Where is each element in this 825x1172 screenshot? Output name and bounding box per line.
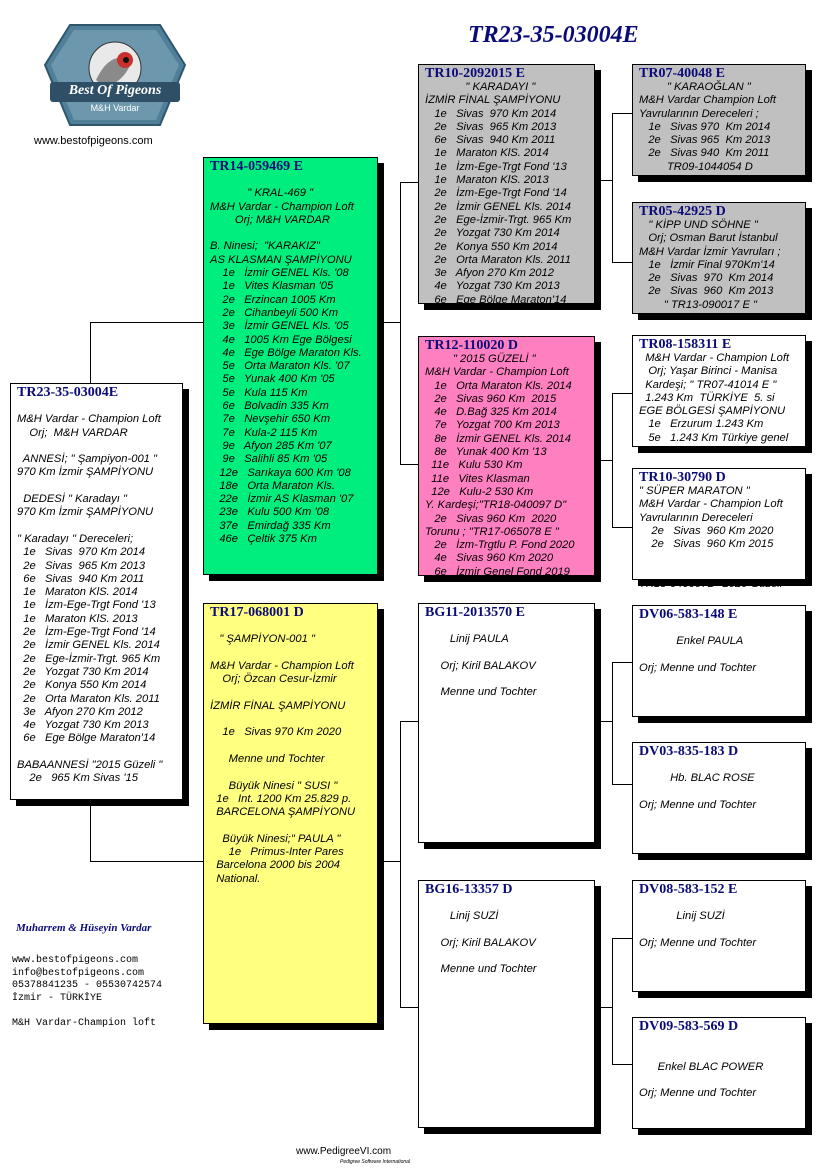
detail-line: 4e Ege Bölge Maraton Kls. (210, 346, 362, 359)
logo-subtext: M&H Vardar (90, 103, 140, 113)
sire-box (203, 157, 378, 575)
connector (612, 393, 632, 394)
detail-line (639, 649, 805, 662)
detail-line: 3e Afyon 270 Km 2012 (425, 267, 554, 280)
connector (595, 180, 612, 181)
connector (612, 938, 632, 939)
detail-line: 2e Ege-İzmir-Trgt. 965 Km (425, 213, 572, 226)
detail-line (425, 897, 594, 910)
detail-line: 970 Km İzmir ŞAMPİYONU (17, 506, 154, 519)
owner-contact-line: M&H Vardar-Champion loft (12, 1017, 157, 1029)
detail-line: 2e İzm-Ege-Trgt Fond '14 (17, 626, 156, 639)
detail-line: 12e Sarıkaya 600 Km '08 (210, 466, 351, 479)
ring-number: TR14-059469 E (210, 159, 303, 174)
detail-line: Orj; Menne und Tochter (639, 798, 757, 811)
detail-line: 7e Kula-2 115 Km (210, 426, 318, 439)
detail-line: " TR13-090017 E " (639, 298, 758, 311)
ring-number: BG16-13357 D (425, 882, 513, 897)
detail-line: 2e Sivas 965 Km 2013 (17, 559, 146, 572)
detail-line: 12e Kulu-2 530 Km (425, 485, 534, 498)
detail-line: 1e İzmir Final 970Km'14 (639, 258, 775, 271)
detail-line (639, 565, 805, 578)
connector (400, 182, 418, 183)
footer-tagline: Pedigree Software International (340, 1159, 411, 1165)
detail-line (639, 786, 805, 799)
ring-number: TR08-158311 E (639, 337, 732, 352)
detail-line: 1e Maraton KlS. 2013 (17, 612, 138, 625)
pigeon-details (633, 759, 805, 812)
detail-line: " ŞAMPİYON-001 " (210, 633, 315, 646)
detail-line: 7e Nevşehir 650 Km (210, 413, 331, 426)
connector (612, 1064, 632, 1065)
detail-line: " SÜPER MARATON " (639, 485, 750, 497)
detail-line: Barcelona 2000 bis 2004 (210, 859, 340, 872)
detail-line: 1e Erzurum 1.243 Km (639, 418, 764, 431)
detail-line: İZMİR FİNAL ŞAMPİYONU (425, 94, 561, 107)
ring-number: TR10-30790 D (639, 470, 726, 485)
detail-line: 2e Sivas 970 Km 2014 (639, 272, 774, 285)
owner-contact-line: İzmir - TÜRKİYE (12, 992, 103, 1004)
detail-line: Y. Kardeşi;"TR18-040097 D" (425, 499, 567, 512)
sire-dam-box (418, 336, 595, 576)
connector (595, 1007, 612, 1008)
detail-line: TR18-040097D "2020 Güzeli" (639, 578, 787, 591)
ring-number: TR23-35-03004E (17, 385, 119, 400)
detail-line: Büyük Ninesi;" PAULA " (210, 832, 341, 845)
owner-contact-line: www.bestofpigeons.com (12, 955, 139, 966)
detail-line: Orj; M&H VARDAR (17, 426, 128, 439)
connector (612, 262, 632, 263)
pigeon-details (204, 174, 377, 546)
detail-line: 6e İzmir Genel Fond 2019 (425, 565, 570, 578)
detail-line: 1e Maraton KlS. 2013 (425, 174, 549, 187)
detail-line (210, 620, 377, 633)
pedigree-title: TR23-35-03004E (468, 22, 639, 48)
detail-line (17, 440, 182, 453)
detail-line: Orj; Yaşar Birinci - Manisa (639, 365, 778, 378)
detail-line: 2e Orta Maraton Kls. 2011 (425, 253, 571, 266)
detail-line: 2e Sivas 960 Km 2015 (639, 538, 774, 551)
detail-line (210, 713, 377, 726)
detail-line: 6e Bolvadin 335 Km (210, 400, 329, 413)
ring-number: DV08-583-152 E (639, 882, 738, 897)
detail-line: 4e Yozgat 730 Km 2013 (17, 719, 149, 732)
connector (612, 527, 632, 528)
detail-line (639, 1047, 805, 1060)
detail-line: " 2015 GÜZELİ " (425, 353, 536, 365)
connector (400, 464, 418, 465)
detail-line: B. Ninesi; "KARAKIZ" (210, 240, 320, 253)
detail-line: " KRAL-469 " (210, 187, 314, 200)
detail-line: " KİPP UND SÖHNE " (639, 219, 758, 231)
detail-line: 11e Kulu 530 Km (425, 459, 523, 472)
connector (90, 861, 203, 862)
logo-text: Best Of Pigeons (68, 83, 162, 98)
connector (595, 721, 612, 722)
detail-line: 3e Afyon 270 Km 2012 (17, 705, 143, 718)
pigeon-details (633, 352, 805, 445)
detail-line: 2e Sivas 960 Km 2013 (639, 285, 774, 298)
connector (378, 861, 400, 862)
subject-pigeon-box (10, 383, 183, 800)
pigeon-details (419, 620, 594, 700)
pigeon-details (633, 897, 805, 950)
detail-line: Menne und Tochter (210, 752, 325, 765)
detail-line: Yavrularının Dereceleri ; (639, 107, 759, 120)
owner-name: Muharrem & Hüseyin Vardar (16, 922, 152, 934)
detail-line: 2e Erzincan 1005 Km (210, 293, 336, 306)
pigeon-details (419, 897, 594, 977)
detail-line: " KARADAYI " (425, 81, 536, 93)
ring-number: TR10-2092015 E (425, 66, 525, 81)
detail-line: 4e Yozgat 730 Km 2013 (425, 280, 560, 293)
detail-line (425, 647, 594, 660)
detail-line: DEDESİ " Karadayı " (17, 493, 127, 506)
connector (378, 322, 400, 323)
detail-line (210, 819, 377, 832)
detail-line: 22e İzmir AS Klasman '07 (210, 493, 354, 506)
detail-line: 6e Ege Bölge Maraton'14 (17, 732, 156, 745)
detail-line: M&H Vardar - Champion Loft (210, 200, 354, 213)
detail-line (210, 686, 377, 699)
detail-line: 23e Kulu 500 Km '08 (210, 506, 330, 519)
detail-line: 2e İzmir GENEL Kls. 2014 (425, 200, 571, 213)
detail-line: 1e Sivas 970 Km 2014 (425, 107, 557, 120)
detail-line: Kardeşi; " TR07-41014 E " (639, 378, 777, 391)
detail-line: 3e İzmir GENEL Kls. '05 (210, 320, 349, 333)
detail-line: M&H Vardar - Champion Loft (425, 366, 569, 379)
detail-line: M&H Vardar - Champion Loft (210, 659, 354, 672)
connector (90, 322, 203, 323)
detail-line (17, 480, 182, 493)
detail-line: Enkel PAULA (639, 635, 744, 648)
connector (612, 113, 632, 114)
detail-line: 2e Sivas 940 Km 2011 (639, 147, 770, 160)
detail-line: Büyük Ninesi " SUSI " (210, 779, 338, 792)
detail-line: 1e Int. 1200 Km 25.829 p. (210, 792, 352, 805)
connector (612, 113, 613, 262)
detail-line: Orj; Özcan Cesur-İzmir (210, 673, 337, 686)
sire-sire-box (418, 64, 595, 304)
detail-line: 8e Yunak 400 Km '13 (425, 446, 547, 459)
detail-line: Menne und Tochter (425, 963, 537, 976)
sire-sire-dam-box (632, 202, 806, 314)
detail-line: 6e Sivas 940 Km 2011 (425, 134, 556, 147)
detail-line: Orj; Menne und Tochter (639, 936, 757, 949)
pigeon-details (633, 219, 805, 312)
detail-line (425, 673, 594, 686)
dam-sire-box (418, 603, 595, 843)
connector (595, 460, 612, 461)
detail-line: 4e D.Bağ 325 Km 2014 (425, 406, 557, 419)
detail-line: Torunu ; "TR17-065078 E " (425, 525, 559, 538)
dam-dam-sire-box (632, 880, 806, 992)
detail-line (639, 1034, 805, 1047)
connector (612, 662, 613, 784)
detail-line: M&H Vardar İzmir Yavruları ; (639, 245, 781, 258)
detail-line: 5e Kula 115 Km (210, 386, 308, 399)
dam-dam-dam-box (632, 1017, 806, 1129)
connector (612, 393, 613, 527)
pigeon-details (11, 400, 182, 786)
owner-contact-line: 05378841235 - 05530742574 (12, 980, 163, 991)
detail-line: 7e Yozgat 700 Km 2013 (425, 419, 560, 432)
detail-line (425, 924, 594, 937)
detail-line: 2e Sivas 960 Km 2020 (639, 524, 774, 537)
ring-number: DV06-583-148 E (639, 607, 738, 622)
owner-contact (12, 955, 162, 1030)
connector (612, 938, 613, 1064)
detail-line (639, 897, 805, 910)
detail-line: 5e Yunak 400 Km '05 (210, 373, 335, 386)
detail-line (210, 174, 377, 187)
detail-line (210, 766, 377, 779)
detail-line: 2e İzm-Trgtlu P. Fond 2020 (425, 539, 575, 552)
pigeon-details (633, 81, 805, 174)
detail-line: AS KLASMAN ŞAMPİYONU (210, 253, 352, 266)
detail-line (639, 551, 805, 564)
detail-line (639, 622, 805, 635)
sire-sire-sire-box (632, 64, 806, 176)
detail-line: 2e Konya 550 Km 2014 (17, 679, 147, 692)
detail-line: 11e Vites Klasman (425, 472, 530, 485)
detail-line: M&H Vardar - Champion Loft (639, 352, 790, 364)
owner-contact-line: info@bestofpigeons.com (12, 967, 145, 979)
detail-line: Linij SUZİ (639, 910, 725, 923)
detail-line: 2e Cihanbeyli 500 Km (210, 306, 339, 319)
detail-line (210, 647, 377, 660)
detail-line: Orj; Kiril BALAKOV (425, 936, 536, 949)
detail-line: 1.243 Km TÜRKİYE 5. si (639, 391, 775, 404)
detail-line (639, 1074, 805, 1087)
detail-line: Orj; M&H VARDAR (210, 213, 330, 226)
dam-dam-box (418, 880, 595, 1128)
detail-line: 1e Maraton KlS. 2014 (425, 147, 549, 160)
detail-line: 1e İzm-Ege-Trgt Fond '13 (17, 599, 156, 612)
detail-line: BABAANNESİ "2015 Güzeli " (17, 759, 163, 772)
ring-number: TR05-42925 D (639, 204, 726, 219)
sire-dam-dam-box (632, 468, 806, 591)
detail-line: 8e İzmir GENEL Kls. 2014 (425, 432, 571, 445)
detail-line: Menne und Tochter (425, 686, 537, 699)
pigeon-details (204, 620, 377, 886)
detail-line: 1e Sivas 970 Km 2014 (639, 120, 771, 133)
dam-box (203, 603, 378, 1024)
ring-number: DV09-583-569 D (639, 1019, 739, 1034)
detail-line: 9e Salihli 85 Km '05 (210, 453, 328, 466)
detail-line (17, 746, 182, 759)
connector (612, 784, 632, 785)
detail-line: Linij PAULA (425, 633, 509, 646)
detail-line: 1e İzmir GENEL Kls. '08 (210, 267, 349, 280)
detail-line: 1e Vites Klasman '05 (210, 280, 334, 293)
pigeon-logo-icon (40, 20, 190, 130)
detail-line (210, 740, 377, 753)
detail-line (210, 227, 377, 240)
detail-line: 1e Maraton KlS. 2014 (17, 586, 138, 599)
detail-line: 1e Primus-Inter Pares (210, 846, 344, 859)
connector (400, 721, 401, 1007)
detail-line: TR09-1044054 D (639, 160, 753, 173)
detail-line (639, 924, 805, 937)
website-text: www.bestofpigeons.com (34, 135, 153, 147)
detail-line: 9e Afyon 285 Km '07 (210, 439, 332, 452)
dam-sire-dam-box (632, 742, 806, 854)
detail-line (17, 400, 182, 413)
detail-line: " KARAOĞLAN " (639, 81, 751, 93)
detail-line: 1e Sivas 970 Km 2020 (210, 726, 342, 739)
detail-line: 46e Çeltik 375 Km (210, 533, 317, 546)
detail-line: 6e Sivas 940 Km 2011 (17, 572, 145, 585)
detail-line: 4e 1005 Km Ege Bölgesi (210, 333, 352, 346)
detail-line: M&H Vardar - Champion Loft (639, 498, 783, 511)
detail-line: National. (210, 872, 261, 885)
sire-dam-sire-box (632, 335, 806, 447)
detail-line: 970 Km İzmir ŞAMPİYONU (17, 466, 154, 479)
dam-sire-sire-box (632, 605, 806, 717)
detail-line: Hb. BLAC ROSE (639, 772, 755, 785)
detail-line: Orj; Menne und Tochter (639, 661, 757, 674)
detail-line: 37e Emirdağ 335 Km (210, 519, 331, 532)
detail-line: 2e Sivas 960 Km 2020 (425, 512, 557, 525)
connector (400, 1007, 418, 1008)
detail-line (425, 620, 594, 633)
detail-line (425, 950, 594, 963)
detail-line: 2e Yozgat 730 Km 2014 (17, 665, 149, 678)
pigeon-details (633, 1034, 805, 1100)
detail-line: 18e Orta Maraton Kls. (210, 479, 335, 492)
detail-line: 1e Sivas 970 Km 2014 (17, 546, 146, 559)
detail-line: EGE BÖLGESİ ŞAMPİYONU (639, 405, 786, 418)
detail-line: BARCELONA ŞAMPİYONU (210, 806, 356, 819)
connector (400, 182, 401, 464)
detail-line: 5e Orta Maraton Kls. '07 (210, 360, 350, 373)
detail-line: 4e Sivas 960 Km 2020 (425, 552, 554, 565)
ring-number: TR12-110020 D (425, 338, 518, 353)
detail-line: Linij SUZİ (425, 910, 499, 923)
detail-line: 2e Sivas 960 Km 2015 (425, 392, 557, 405)
detail-line: Yavrularının Dereceleri (639, 511, 753, 524)
detail-line: Orj; Menne und Tochter (639, 1087, 757, 1100)
detail-line: 2e 965 Km Sivas '15 (17, 772, 138, 785)
pigeon-details (633, 485, 805, 591)
footer-brand: www.PedigreeVI.com (296, 1146, 392, 1157)
detail-line: 2e Konya 550 Km 2014 (425, 240, 558, 253)
detail-line: Orj; Osman Barut İstanbul (639, 232, 778, 245)
detail-line: 2e İzm-Ege-Trgt Fond '14 (425, 187, 567, 200)
detail-line: 2e Sivas 965 Km 2013 (425, 120, 557, 133)
detail-line: 2e Ege-İzmir-Trgt. 965 Km (17, 652, 161, 665)
detail-line: 2e Sivas 965 Km 2013 (639, 134, 771, 147)
connector (612, 662, 632, 663)
connector (400, 721, 418, 722)
pigeon-details (419, 353, 594, 579)
detail-line: 1e İzm-Ege-Trgt Fond '13 (425, 160, 567, 173)
detail-line: 1e Orta Maraton Kls. 2014 (425, 379, 572, 392)
ring-number: TR07-40048 E (639, 66, 725, 81)
detail-line: 2e İzmir GENEL Kls. 2014 (17, 639, 160, 652)
detail-line: Orj; Kiril BALAKOV (425, 659, 536, 672)
detail-line: 5e 1.243 Km Türkiye genel (639, 431, 789, 444)
pigeon-details (633, 622, 805, 675)
detail-line: İZMİR FİNAL ŞAMPİYONU (210, 699, 346, 712)
pigeon-details (419, 81, 594, 307)
detail-line: M&H Vardar Champion Loft (639, 94, 777, 107)
detail-line (639, 759, 805, 772)
ring-number: DV03-835-183 D (639, 744, 739, 759)
detail-line: M&H Vardar - Champion Loft (17, 413, 161, 426)
detail-line: Enkel BLAC POWER (639, 1060, 764, 1073)
logo (40, 20, 190, 130)
detail-line: 2e Orta Maraton Kls. 2011 (17, 692, 160, 705)
detail-line: 2e Yozgat 730 Km 2014 (425, 227, 560, 240)
detail-line: " Karadayı " Dereceleri; (17, 532, 134, 545)
detail-line: 6e Ege Bölge Maraton'14 (425, 293, 567, 306)
ring-number: TR17-068001 D (210, 605, 304, 620)
detail-line (17, 520, 182, 533)
detail-line: ANNESİ; " Şampiyon-001 " (17, 453, 157, 466)
owner-contact-line (12, 1005, 162, 1018)
ring-number: BG11-2013570 E (425, 605, 525, 620)
